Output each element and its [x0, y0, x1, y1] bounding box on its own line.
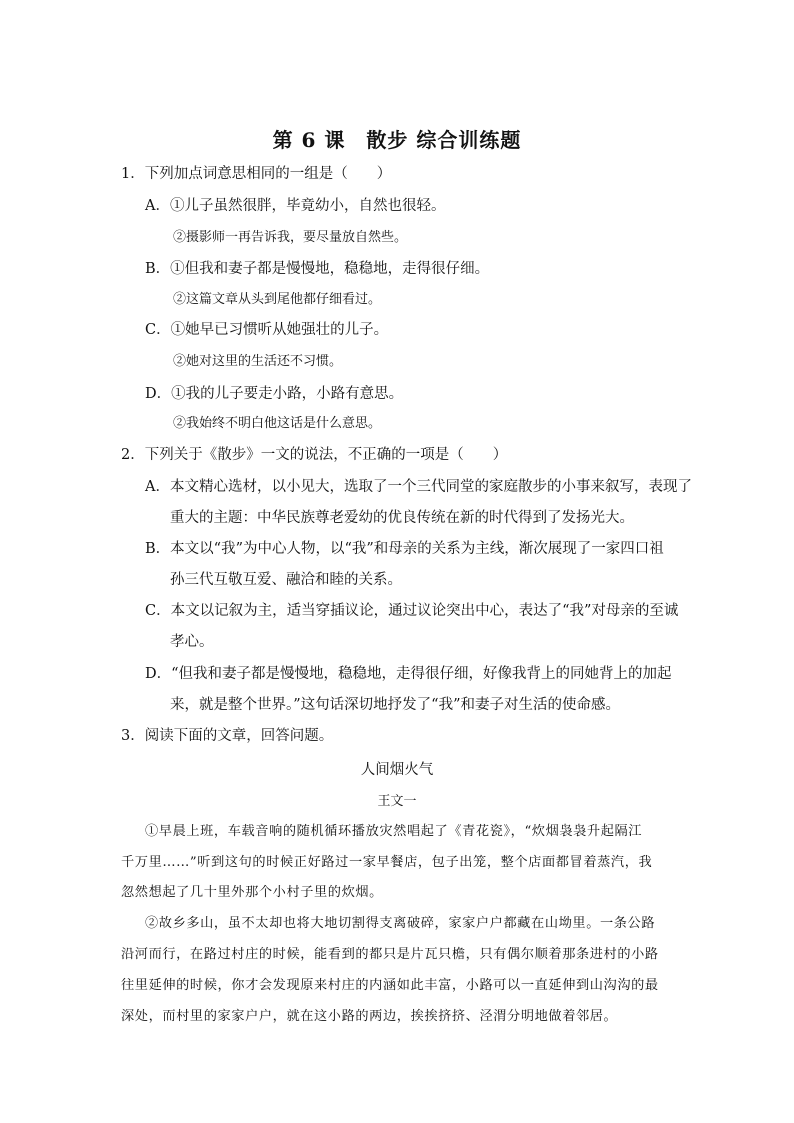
- q1-option-c-line1: C．①她早已习惯听从她强壮的儿子。: [145, 322, 389, 338]
- q2-option-b-line2: 孙三代互敬互爱、融洽和睦的关系。: [170, 572, 402, 588]
- q2-stem: 2．下列关于《散步》一文的说法，不正确的一项是（ ）: [121, 447, 508, 463]
- q1-option-d-line1: D．①我的儿子要走小路，小路有意思。: [145, 386, 404, 402]
- q2-option-d-line2: 来，就是整个世界。”这句话深切地抒发了“我”和妻子对生活的使命感。: [170, 697, 620, 713]
- q2-option-b-line1: B．本文以“我”为中心人物，以“我”和母亲的关系为主线，渐次展现了一家四口祖: [145, 541, 664, 557]
- page-title: 第 6 课 散步 综合训练题: [272, 128, 522, 152]
- q2-option-d-line1: D．“但我和妻子都是慢慢地，稳稳地，走得很仔细，好像我背上的同她背上的加起: [145, 666, 672, 682]
- q1-option-c-line2: ②她对这里的生活还不习惯。: [173, 354, 343, 369]
- article-title: 人间烟火气: [360, 762, 434, 778]
- article-p2-line2: 沿河而行，在路过村庄的时候，能看到的都只是片瓦只檐，只有偶尔顺着那条进村的小路: [121, 947, 659, 962]
- q1-option-b-line1: B．①但我和妻子都是慢慢地，稳稳地，走得很仔细。: [145, 261, 490, 277]
- q1-option-b-line2: ②这篇文章从头到尾他都仔细看过。: [173, 292, 382, 307]
- article-p2-line3: 往里延伸的时候，你才会发现原来村庄的内涵如此丰富，小路可以一直延伸到山沟沟的最: [121, 978, 659, 993]
- article-p1-line3: 忽然想起了几十里外那个小村子里的炊烟。: [121, 885, 383, 900]
- q3-stem: 3．阅读下面的文章，回答问题。: [121, 728, 334, 744]
- q2-option-c-line1: C．本文以记叙为主，适当穿插议论，通过议论突出中心，表达了“我”对母亲的至诚: [145, 603, 679, 619]
- article-p2-line1: ②故乡多山，虽不太却也将大地切割得支离破碎，家家户户都藏在山坳里。一条公路: [145, 916, 656, 931]
- q1-option-d-line2: ②我始终不明白他这话是什么意思。: [173, 416, 382, 431]
- q2-option-a-line2: 重大的主题：中华民族尊老爱幼的优良传统在新的时代得到了发扬光大。: [170, 510, 634, 526]
- article-p1-line2: 千万里……”听到这句的时候正好路过一家早餐店，包子出笼，整个店面都冒着蒸汽，我: [121, 855, 653, 870]
- q2-option-a-line1: A．本文精心选材，以小见大，选取了一个三代同堂的家庭散步的小事来叙写，表现了: [145, 479, 692, 495]
- q1-stem: 1．下列加点词意思相同的一组是（ ）: [121, 166, 392, 182]
- article-p2-line4: 深处，而村里的家家户户，就在这小路的两边，挨挨挤挤、泾渭分明地做着邻居。: [121, 1009, 618, 1024]
- article-author: 王文一: [377, 794, 417, 809]
- q1-option-a-line1: A．①儿子虽然很胖，毕竟幼小，自然也很轻。: [145, 198, 446, 214]
- article-p1-line1: ①早晨上班，车载音响的随机循环播放灾然唱起了《青花瓷》，“炊烟袅袅升起隔江: [145, 824, 643, 839]
- q1-option-a-line2: ②摄影师一再告诉我，要尽量放自然些。: [173, 230, 408, 245]
- q2-option-c-line2: 孝心。: [170, 634, 214, 650]
